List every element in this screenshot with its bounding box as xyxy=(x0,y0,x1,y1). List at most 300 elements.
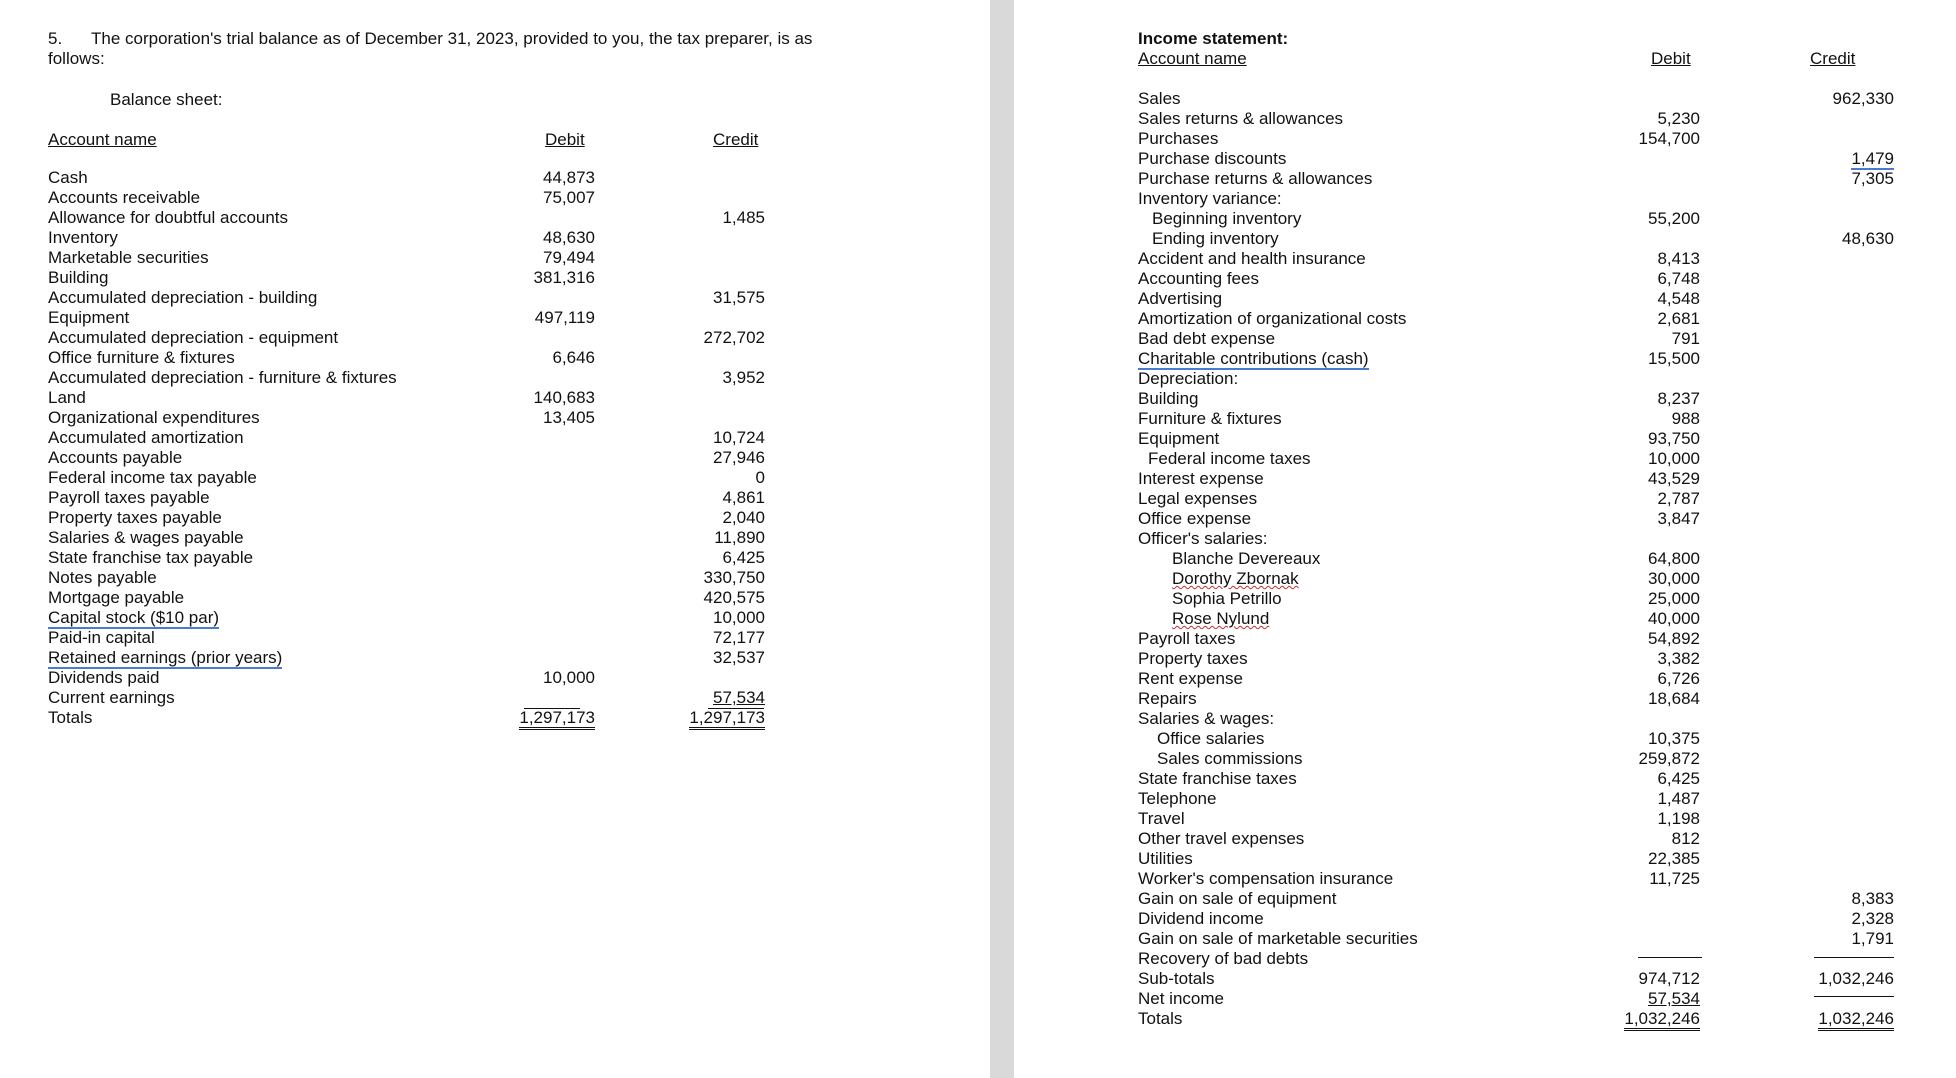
is-row-debit-text: 25,000 xyxy=(1648,589,1700,608)
is-row-account xyxy=(1138,969,1558,989)
bs-row-account xyxy=(48,508,468,528)
is-row-account xyxy=(1138,589,1558,609)
bs-row-account-text: Office furniture & fixtures xyxy=(48,348,235,367)
is-row-credit xyxy=(1774,569,1894,589)
is-row-credit xyxy=(1774,969,1894,989)
bs-row-credit-text: 72,177 xyxy=(713,628,765,647)
bs-row-account-text: Accumulated depreciation - furniture & fixtures xyxy=(48,368,397,387)
is-row-debit-text: 2,787 xyxy=(1657,489,1700,508)
is-credit-total-rule xyxy=(1814,996,1894,997)
is-row-account xyxy=(1138,549,1558,569)
bs-row-debit xyxy=(480,488,595,508)
page-gutter xyxy=(990,0,1014,1078)
bs-row-credit xyxy=(650,648,765,668)
bs-row-account-text: Current earnings xyxy=(48,688,175,707)
is-row-debit xyxy=(1584,509,1700,529)
is-row-credit-text: 1,791 xyxy=(1851,929,1894,948)
is-row-credit xyxy=(1774,709,1894,729)
bs-row-account xyxy=(48,308,468,328)
bs-debit-total-rule xyxy=(524,708,580,709)
balance-sheet-title: Balance sheet: xyxy=(110,90,223,109)
is-row-debit xyxy=(1584,369,1700,389)
is-row-debit xyxy=(1584,729,1700,749)
bs-credit-column xyxy=(650,168,765,728)
is-row-debit xyxy=(1584,749,1700,769)
bs-row-account-text: Accounts payable xyxy=(48,448,183,467)
is-row-debit xyxy=(1584,529,1700,549)
is-row-account-text: Travel xyxy=(1138,809,1185,828)
is-row-debit xyxy=(1584,909,1700,929)
is-row-account-text: Recovery of bad debts xyxy=(1138,949,1309,968)
is-row-account-text: Office expense xyxy=(1138,509,1252,528)
bs-row-credit xyxy=(650,548,765,568)
is-credit-column xyxy=(1774,89,1894,1029)
bs-row-account-text: Accumulated depreciation - equipment xyxy=(48,328,339,347)
is-row-account-text: Officer's salaries: xyxy=(1138,529,1268,548)
bs-row-account-text: State franchise tax payable xyxy=(48,548,254,567)
is-row-credit xyxy=(1774,249,1894,269)
bs-row-account-text: Dividends paid xyxy=(48,668,160,687)
bs-header-debit: Debit xyxy=(545,130,585,149)
is-row-account xyxy=(1138,949,1558,969)
bs-row-debit-text: 79,494 xyxy=(543,248,595,267)
bs-row-credit-text: 57,534 xyxy=(713,688,765,707)
is-row-debit-text: 6,726 xyxy=(1657,669,1700,688)
is-row-debit xyxy=(1584,589,1700,609)
bs-row-credit-text: 330,750 xyxy=(703,568,765,587)
is-row-credit xyxy=(1774,269,1894,289)
is-row-account xyxy=(1138,209,1558,229)
is-row-credit xyxy=(1774,669,1894,689)
is-row-debit-text: 1,032,246 xyxy=(1624,1009,1700,1031)
is-row-account xyxy=(1138,709,1558,729)
is-row-debit xyxy=(1584,269,1700,289)
is-row-account xyxy=(1138,369,1558,389)
bs-row-account-text: Payroll taxes payable xyxy=(48,488,210,507)
is-row-debit xyxy=(1584,89,1700,109)
bs-row-debit xyxy=(480,648,595,668)
bs-row-credit xyxy=(650,688,765,708)
is-row-debit-text: 10,000 xyxy=(1648,449,1700,468)
is-row-debit-text: 4,548 xyxy=(1657,289,1700,308)
is-row-account xyxy=(1138,749,1558,769)
is-row-account xyxy=(1138,529,1558,549)
is-row-account-text: Accounting fees xyxy=(1138,269,1259,288)
bs-row-credit xyxy=(650,168,765,188)
bs-row-debit xyxy=(480,628,595,648)
is-row-debit xyxy=(1584,689,1700,709)
bs-row-credit-text: 420,575 xyxy=(703,588,765,607)
bs-row-debit xyxy=(480,308,595,328)
is-row-account xyxy=(1138,909,1558,929)
is-row-debit-text: 55,200 xyxy=(1648,209,1700,228)
is-row-credit xyxy=(1774,769,1894,789)
is-row-account xyxy=(1138,849,1558,869)
is-row-credit xyxy=(1774,189,1894,209)
is-row-debit xyxy=(1584,789,1700,809)
is-row-account-text: Amortization of organizational costs xyxy=(1138,309,1407,328)
bs-row-account-text: Accumulated depreciation - building xyxy=(48,288,318,307)
is-row-credit-text: 1,032,246 xyxy=(1818,969,1894,988)
is-row-account-text: State franchise taxes xyxy=(1138,769,1297,788)
is-row-account xyxy=(1138,169,1558,189)
bs-header-account: Account name xyxy=(48,130,157,149)
is-header-credit: Credit xyxy=(1810,49,1856,68)
bs-row-debit xyxy=(480,288,595,308)
bs-header-credit: Credit xyxy=(713,130,759,149)
bs-row-credit xyxy=(650,348,765,368)
is-row-debit-text: 974,712 xyxy=(1638,969,1700,988)
is-row-account xyxy=(1138,769,1558,789)
is-row-account xyxy=(1138,269,1558,289)
is-row-account xyxy=(1138,729,1558,749)
is-row-debit-text: 812 xyxy=(1671,829,1700,848)
is-row-account xyxy=(1138,609,1558,629)
is-row-credit xyxy=(1774,509,1894,529)
is-row-debit-text: 988 xyxy=(1671,409,1700,428)
bs-row-credit xyxy=(650,448,765,468)
bs-row-debit-text: 10,000 xyxy=(543,668,595,687)
bs-row-credit-text: 1,297,173 xyxy=(689,708,765,730)
is-row-debit xyxy=(1584,669,1700,689)
is-row-credit xyxy=(1774,149,1894,169)
is-row-credit-text: 1,032,246 xyxy=(1818,1009,1894,1031)
bs-row-debit xyxy=(480,508,595,528)
bs-row-debit xyxy=(480,228,595,248)
question-text-line2: follows: xyxy=(48,49,105,68)
is-row-account-text: Equipment xyxy=(1138,429,1220,448)
is-row-credit-text: 1,479 xyxy=(1851,149,1894,168)
is-debit-column xyxy=(1584,89,1700,1029)
is-row-debit-text: 6,748 xyxy=(1657,269,1700,288)
bs-row-account xyxy=(48,208,468,228)
bs-row-account xyxy=(48,688,468,708)
bs-row-account-text: Paid-in capital xyxy=(48,628,155,647)
is-row-debit xyxy=(1584,809,1700,829)
is-row-account xyxy=(1138,829,1558,849)
is-row-account-text: Sub-totals xyxy=(1138,969,1215,988)
is-row-account-text: Purchase returns & allowances xyxy=(1138,169,1373,188)
bs-row-credit xyxy=(650,468,765,488)
question-text-line1: The corporation's trial balance as of December 31, 2023, provided to you, the tax preparer, is as xyxy=(91,29,813,48)
bs-row-account-text: Mortgage payable xyxy=(48,588,185,607)
is-row-credit xyxy=(1774,89,1894,109)
is-row-credit xyxy=(1774,729,1894,749)
is-row-account xyxy=(1138,469,1558,489)
bs-row-debit-text: 75,007 xyxy=(543,188,595,207)
is-row-credit xyxy=(1774,649,1894,669)
is-row-account-text: Blanche Devereaux xyxy=(1172,549,1321,568)
bs-row-debit-text: 48,630 xyxy=(543,228,595,247)
is-row-account-text: Sophia Petrillo xyxy=(1172,589,1282,608)
bs-row-account-text: Allowance for doubtful accounts xyxy=(48,208,289,227)
bs-row-debit xyxy=(480,268,595,288)
bs-row-credit xyxy=(650,368,765,388)
is-row-debit xyxy=(1584,129,1700,149)
is-row-credit xyxy=(1774,469,1894,489)
bs-row-account-text: Totals xyxy=(48,708,93,727)
is-row-account xyxy=(1138,929,1558,949)
is-row-credit xyxy=(1774,409,1894,429)
is-row-debit xyxy=(1584,409,1700,429)
bs-row-credit-text: 10,000 xyxy=(713,608,765,627)
is-row-debit xyxy=(1584,169,1700,189)
bs-row-account xyxy=(48,568,468,588)
is-row-debit-text: 259,872 xyxy=(1638,749,1700,768)
bs-row-debit xyxy=(480,188,595,208)
bs-row-debit xyxy=(480,528,595,548)
bs-row-credit-text: 272,702 xyxy=(703,328,765,347)
is-row-account-text: Rose Nylund xyxy=(1172,609,1270,628)
bs-row-account-text: Property taxes payable xyxy=(48,508,222,527)
bs-row-credit-text: 27,946 xyxy=(713,448,765,467)
bs-row-account xyxy=(48,348,468,368)
bs-row-debit xyxy=(480,388,595,408)
is-row-debit xyxy=(1584,189,1700,209)
bs-row-debit xyxy=(480,328,595,348)
is-row-debit-text: 791 xyxy=(1671,329,1700,348)
is-row-account-text: Utilities xyxy=(1138,849,1193,868)
bs-row-credit xyxy=(650,248,765,268)
is-row-account-text: Accident and health insurance xyxy=(1138,249,1366,268)
is-row-debit xyxy=(1584,869,1700,889)
bs-row-account xyxy=(48,368,468,388)
bs-row-account xyxy=(48,488,468,508)
is-account-column xyxy=(1138,89,1558,1029)
is-row-account-text: Purchase discounts xyxy=(1138,149,1287,168)
is-row-credit-text: 2,328 xyxy=(1851,909,1894,928)
is-row-debit xyxy=(1584,949,1700,969)
is-row-account xyxy=(1138,389,1558,409)
is-row-account-text: Property taxes xyxy=(1138,649,1248,668)
is-row-debit-text: 1,487 xyxy=(1657,789,1700,808)
is-row-debit xyxy=(1584,249,1700,269)
is-row-credit xyxy=(1774,129,1894,149)
is-row-debit xyxy=(1584,209,1700,229)
is-row-account xyxy=(1138,449,1558,469)
is-row-debit-text: 18,684 xyxy=(1648,689,1700,708)
bs-row-debit xyxy=(480,588,595,608)
bs-row-credit-text: 1,485 xyxy=(722,208,765,227)
is-row-debit xyxy=(1584,709,1700,729)
is-row-credit xyxy=(1774,549,1894,569)
is-row-debit xyxy=(1584,989,1700,1009)
is-row-account xyxy=(1138,429,1558,449)
is-row-account-text: Totals xyxy=(1138,1009,1183,1028)
is-row-debit-text: 40,000 xyxy=(1648,609,1700,628)
is-row-credit xyxy=(1774,389,1894,409)
is-row-account xyxy=(1138,489,1558,509)
is-row-credit xyxy=(1774,989,1894,1009)
is-row-debit xyxy=(1584,289,1700,309)
bs-debit-column xyxy=(480,168,595,728)
bs-row-credit xyxy=(650,188,765,208)
is-row-account-text: Advertising xyxy=(1138,289,1223,308)
bs-row-debit xyxy=(480,208,595,228)
is-row-account-text: Dividend income xyxy=(1138,909,1264,928)
is-row-debit xyxy=(1584,389,1700,409)
is-row-account xyxy=(1138,249,1558,269)
bs-row-credit xyxy=(650,328,765,348)
is-row-debit xyxy=(1584,309,1700,329)
is-row-debit-text: 8,413 xyxy=(1657,249,1700,268)
is-row-account xyxy=(1138,889,1558,909)
is-row-debit-text: 11,725 xyxy=(1649,869,1700,888)
bs-row-debit xyxy=(480,348,595,368)
is-row-debit-text: 22,385 xyxy=(1648,849,1700,868)
bs-row-debit xyxy=(480,428,595,448)
is-row-credit-text: 48,630 xyxy=(1842,229,1894,248)
is-row-credit xyxy=(1774,749,1894,769)
bs-row-credit xyxy=(650,608,765,628)
is-row-debit xyxy=(1584,489,1700,509)
is-row-account-text: Sales returns & allowances xyxy=(1138,109,1344,128)
is-row-debit-text: 93,750 xyxy=(1648,429,1700,448)
is-row-credit xyxy=(1774,369,1894,389)
is-row-credit xyxy=(1774,849,1894,869)
bs-row-debit-text: 497,119 xyxy=(534,308,595,327)
bs-row-credit xyxy=(650,288,765,308)
is-row-credit xyxy=(1774,949,1894,969)
bs-row-debit-text: 13,405 xyxy=(543,408,595,427)
is-row-account-text: Inventory variance: xyxy=(1138,189,1282,208)
is-credit-subtotal-rule xyxy=(1814,957,1894,958)
bs-row-account xyxy=(48,168,468,188)
is-row-debit xyxy=(1584,549,1700,569)
is-row-debit xyxy=(1584,609,1700,629)
bs-row-account-text: Retained earnings (prior years) xyxy=(48,648,283,667)
is-row-credit xyxy=(1774,929,1894,949)
is-row-credit xyxy=(1774,629,1894,649)
is-row-credit-text: 962,330 xyxy=(1832,89,1894,108)
is-row-debit xyxy=(1584,889,1700,909)
bs-row-account-text: Inventory xyxy=(48,228,118,247)
bs-row-credit xyxy=(650,588,765,608)
is-row-credit xyxy=(1774,829,1894,849)
bs-row-account-text: Land xyxy=(48,388,86,407)
bs-row-credit xyxy=(650,268,765,288)
bs-row-credit xyxy=(650,708,765,728)
is-row-account xyxy=(1138,89,1558,109)
is-row-account-text: Dorothy Zbornak xyxy=(1172,569,1299,588)
is-row-debit xyxy=(1584,429,1700,449)
bs-row-account xyxy=(48,428,468,448)
is-row-debit xyxy=(1584,769,1700,789)
bs-row-account xyxy=(48,188,468,208)
bs-row-account-text: Federal income tax payable xyxy=(48,468,257,487)
bs-row-account xyxy=(48,528,468,548)
is-row-account-text: Gain on sale of equipment xyxy=(1138,889,1337,908)
is-row-account-text: Charitable contributions (cash) xyxy=(1138,349,1369,368)
is-row-debit xyxy=(1584,1009,1700,1029)
is-row-debit xyxy=(1584,629,1700,649)
bs-row-debit-text: 140,683 xyxy=(533,388,595,407)
bs-row-debit xyxy=(480,548,595,568)
bs-row-account xyxy=(48,408,468,428)
is-row-account-text: Furniture & fixtures xyxy=(1138,409,1282,428)
is-row-credit xyxy=(1774,609,1894,629)
bs-row-credit xyxy=(650,208,765,228)
is-row-account-text: Interest expense xyxy=(1138,469,1264,488)
bs-row-account xyxy=(48,328,468,348)
is-row-debit-text: 154,700 xyxy=(1638,129,1700,148)
is-row-account-text: Sales commissions xyxy=(1157,749,1303,768)
is-row-account-text: Purchases xyxy=(1138,129,1219,148)
is-row-account-text: Federal income taxes xyxy=(1148,449,1311,468)
is-row-debit xyxy=(1584,929,1700,949)
is-row-account xyxy=(1138,649,1558,669)
bs-row-account-text: Equipment xyxy=(48,308,130,327)
is-row-debit-text: 6,425 xyxy=(1657,769,1700,788)
bs-row-credit-text: 3,952 xyxy=(722,368,765,387)
bs-row-credit xyxy=(650,428,765,448)
is-row-account-text: Legal expenses xyxy=(1138,489,1258,508)
is-row-debit-text: 3,382 xyxy=(1657,649,1700,668)
right-page xyxy=(1014,0,1956,1078)
bs-row-credit xyxy=(650,568,765,588)
is-row-account xyxy=(1138,789,1558,809)
is-row-account-text: Payroll taxes xyxy=(1138,629,1236,648)
is-row-credit xyxy=(1774,909,1894,929)
is-row-debit-text: 15,500 xyxy=(1648,349,1700,368)
bs-row-account-text: Accounts receivable xyxy=(48,188,201,207)
bs-row-account xyxy=(48,448,468,468)
bs-row-credit-text: 2,040 xyxy=(722,508,765,527)
bs-account-column xyxy=(48,168,468,728)
income-statement-title: Income statement: xyxy=(1138,29,1289,48)
is-row-account-text: Salaries & wages: xyxy=(1138,709,1275,728)
is-row-credit xyxy=(1774,889,1894,909)
bs-row-account-text: Capital stock ($10 par) xyxy=(48,608,220,627)
bs-row-credit xyxy=(650,408,765,428)
is-row-credit xyxy=(1774,789,1894,809)
is-row-account-text: Office salaries xyxy=(1157,729,1265,748)
bs-row-credit-text: 32,537 xyxy=(713,648,765,667)
is-row-account xyxy=(1138,329,1558,349)
is-row-account-text: Repairs xyxy=(1138,689,1197,708)
is-row-credit xyxy=(1774,209,1894,229)
bs-row-account xyxy=(48,388,468,408)
is-header-debit: Debit xyxy=(1651,49,1691,68)
is-row-account xyxy=(1138,289,1558,309)
bs-row-account xyxy=(48,468,468,488)
bs-row-account-text: Notes payable xyxy=(48,568,157,587)
is-row-credit xyxy=(1774,109,1894,129)
is-row-credit-text: 8,383 xyxy=(1851,889,1894,908)
is-row-debit-text: 54,892 xyxy=(1648,629,1700,648)
is-row-account xyxy=(1138,869,1558,889)
is-row-account xyxy=(1138,129,1558,149)
is-row-credit xyxy=(1774,869,1894,889)
is-row-debit xyxy=(1584,969,1700,989)
bs-row-account xyxy=(48,628,468,648)
bs-row-credit-text: 6,425 xyxy=(722,548,765,567)
is-row-account xyxy=(1138,109,1558,129)
bs-row-account xyxy=(48,248,468,268)
is-row-account-text: Rent expense xyxy=(1138,669,1243,688)
is-row-credit xyxy=(1774,809,1894,829)
bs-row-account-text: Marketable securities xyxy=(48,248,209,267)
bs-row-account-text: Building xyxy=(48,268,109,287)
bs-row-debit xyxy=(480,708,595,728)
is-row-debit xyxy=(1584,829,1700,849)
is-row-account-text: Ending inventory xyxy=(1152,229,1279,248)
bs-row-credit xyxy=(650,228,765,248)
is-row-account xyxy=(1138,809,1558,829)
is-row-account xyxy=(1138,689,1558,709)
is-row-account-text: Telephone xyxy=(1138,789,1217,808)
is-row-credit xyxy=(1774,689,1894,709)
